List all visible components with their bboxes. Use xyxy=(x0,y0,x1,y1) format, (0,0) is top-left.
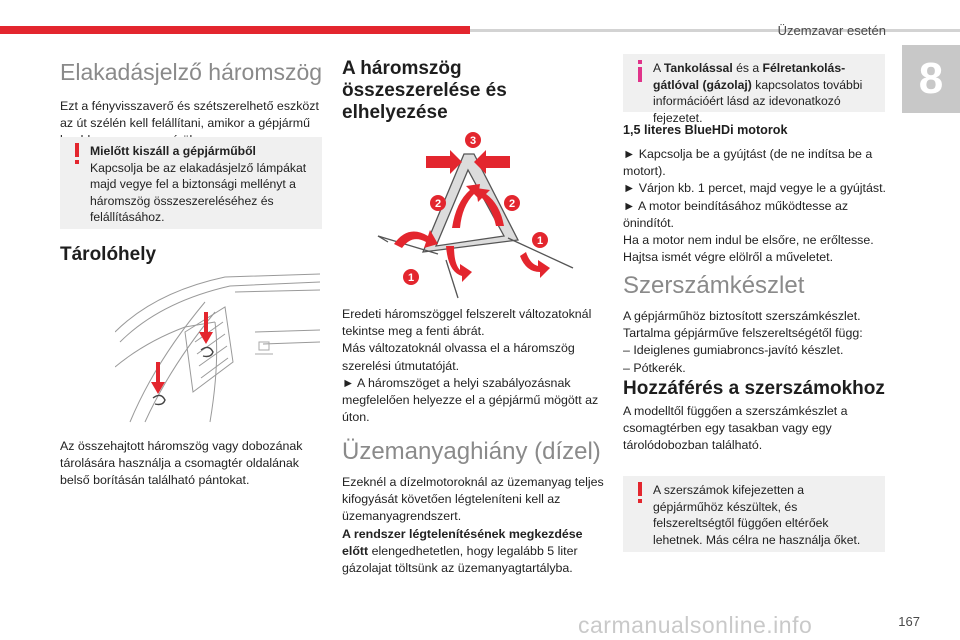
assembly-paragraph-3: ► A háromszöget a helyi szabályozásnak megfelelően helyezze el a gépjármű mögött az úton. xyxy=(342,375,599,425)
storage-paragraph: Az összehajtott háromszög vagy dobozának tárolására használja a csomagtér oldalának belső borításán található pántokat. xyxy=(60,439,303,488)
engine-step-4: Ha a motor nem indul be elsőre, ne erőltesse. Hajtsa ismét végre elölről a műveletet. xyxy=(623,233,874,265)
info-box xyxy=(623,54,885,125)
callout-2-left-label: 2 xyxy=(434,198,442,210)
callout-1-left-label: 1 xyxy=(407,272,415,284)
info-icon xyxy=(633,60,647,82)
heading-fuel: Üzemanyaghiány (dízel) xyxy=(342,438,601,465)
triangle-illustration xyxy=(368,132,578,302)
column-3 xyxy=(623,122,888,266)
fuel-paragraph-2 xyxy=(342,526,604,578)
fuel-paragraph: Ezeknél a dízelmotoroknál az üzemanyag teljes kifogyását követően légteleníteni kell az üzemanyagrendszert. xyxy=(342,475,604,524)
callout-2-right-label: 2 xyxy=(508,198,516,210)
heading-storage: Tárolóhely xyxy=(60,244,157,265)
warning-title: Mielőtt kiszáll a gépjárműből xyxy=(90,144,256,158)
fuel-rest-text: elengedhetetlen, hogy legalább 5 liter gázolajat töltsünk az üzemanyagtartályba. xyxy=(342,543,578,576)
engine-step-1: ► Kapcsolja be a gyújtást (de ne indítsa be a motort). xyxy=(623,147,873,179)
warning-icon xyxy=(70,143,84,165)
heading-engine: 1,5 literes BlueHDi motorok xyxy=(623,123,788,137)
toolkit-paragraph-1: A gépjárműhöz biztosított szerszámkészlet. xyxy=(623,309,861,323)
toolkit-section xyxy=(623,272,888,377)
warning-box-tools xyxy=(623,476,885,552)
heading-triangle: Elakadásjelző háromszög xyxy=(60,59,323,85)
assembly-paragraph-1: Eredeti háromszöggel felszerelt változatoknál tekintse meg a fenti ábrát. xyxy=(342,307,592,339)
intro-paragraph: Ezt a fényvisszaverő és szétszerelhető eszközt az út szélén kell felállítani, amikor a gépjármű xyxy=(60,99,319,131)
section-title: Üzemzavar esetén xyxy=(777,23,886,38)
info-text-pre: A xyxy=(653,61,664,75)
info-link-misfuel: Félretankolás-gátlóval (gázolaj) xyxy=(653,61,846,92)
access-section xyxy=(623,378,888,455)
warning-box xyxy=(60,137,322,229)
heading-assembly: A háromszög összeszerelése és elhelyezése xyxy=(342,58,507,123)
warning-tools-text: A szerszámok kifejezetten a gépjárműhöz készültek, és felszereltségtől függően eltérőek lehetnek. Más célra ne használja őket. xyxy=(653,483,861,547)
toolkit-list-item-1: – Ideiglenes gumiabroncs-javító készlet. xyxy=(623,343,844,358)
header-rule xyxy=(470,29,960,32)
warning-icon xyxy=(633,482,647,504)
callout-1-right-label: 1 xyxy=(536,235,544,247)
info-text xyxy=(653,60,877,126)
engine-step-2: ► Várjon kb. 1 percet, majd vegye le a gyújtást. xyxy=(623,181,886,196)
page-number: 167 xyxy=(898,614,920,629)
info-text-mid: és a xyxy=(732,61,763,75)
chapter-tab: 8 xyxy=(902,45,960,113)
watermark: carmanualsonline.info xyxy=(578,612,813,638)
info-link-refuelling: Tankolással xyxy=(663,61,733,75)
heading-toolkit: Szerszámkészlet xyxy=(623,272,805,299)
trunk-illustration xyxy=(115,272,320,424)
warning-text: Kapcsolja be az elakadásjelző lámpákat majd vegye fel a biztonsági mellényt a háromszög összeszereléséhez és felállításához. xyxy=(90,160,307,225)
triangle-drawing xyxy=(368,132,578,302)
header-accent-bar xyxy=(0,26,470,34)
engine-step-3: ► A motor beindításához működtesse az önindítót. xyxy=(623,198,849,230)
storage-section xyxy=(60,244,322,266)
toolkit-paragraph-2: Tartalma gépjárműve felszereltségétől függ: xyxy=(623,326,863,341)
info-text-post: kapcsolatos további információért lásd az idevonatkozó fejezetet. xyxy=(653,77,863,125)
access-paragraph: A modelltől függően a szerszámkészlet a csomagtérben egy tasakban vagy egy tárolódobozban található. xyxy=(623,404,848,453)
fuel-bold-text: A rendszer légtelenítésének megkezdése előtt xyxy=(342,526,583,558)
assembly-text xyxy=(342,306,604,426)
fuel-section xyxy=(342,438,604,577)
column-1 xyxy=(60,58,322,150)
trunk-drawing xyxy=(115,272,320,424)
storage-text xyxy=(60,438,322,490)
assembly-paragraph-2: Más változatoknál olvassa el a háromszög szerelési útmutatóját. xyxy=(342,341,575,373)
heading-access: Hozzáférés a szerszámokhoz xyxy=(623,378,885,399)
callout-3-label: 3 xyxy=(469,135,477,147)
column-2 xyxy=(342,58,604,124)
toolkit-list-item-2: – Pótkerék. xyxy=(623,360,686,375)
